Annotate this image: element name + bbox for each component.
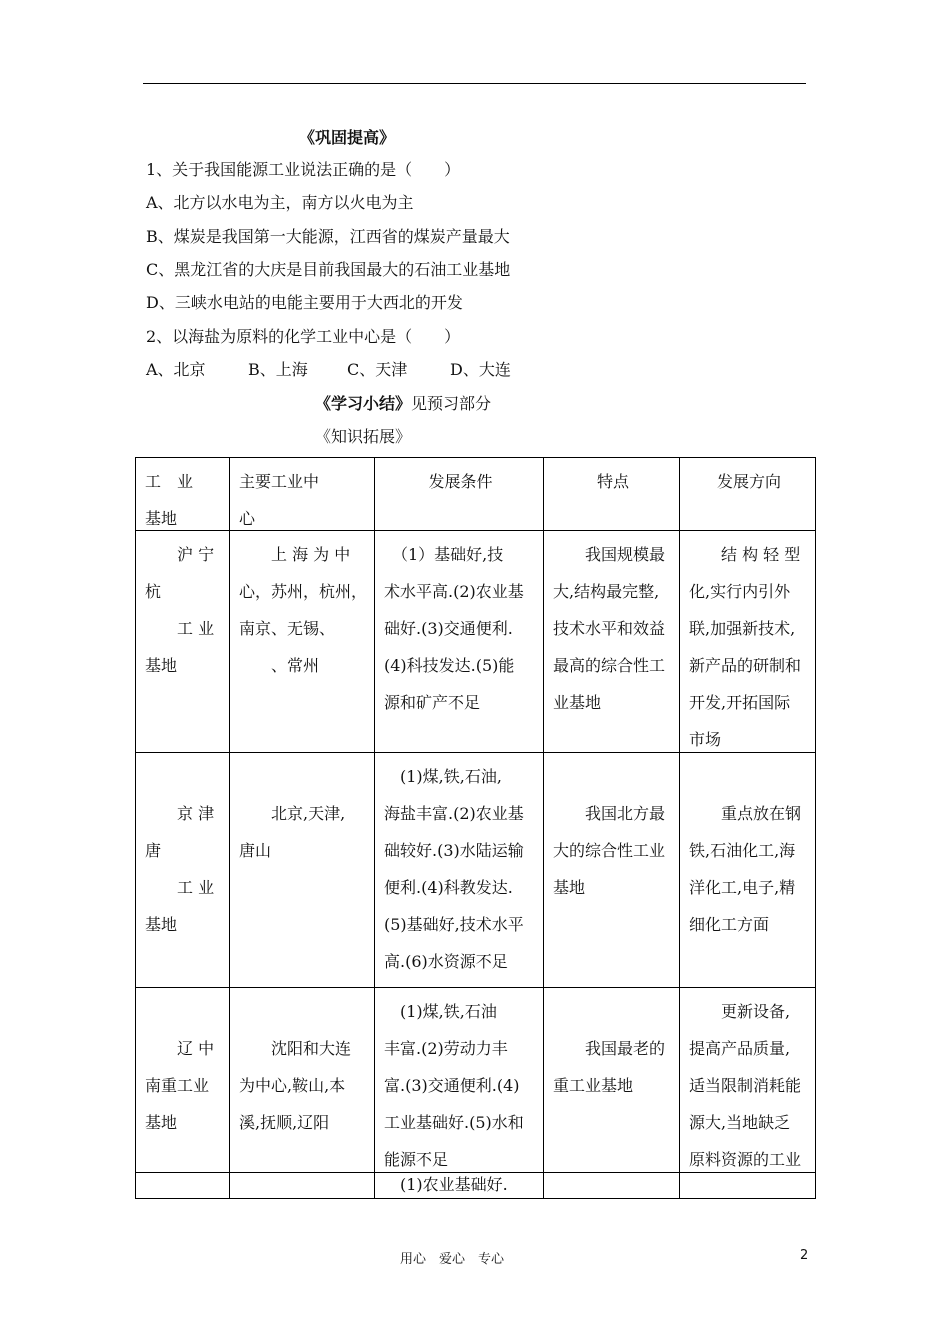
- table-cell: 沪 宁 杭 工 业 基地: [136, 531, 230, 753]
- table-cell: 上 海 为 中 心，苏州，杭州， 南京、无锡、 、常州: [230, 531, 375, 753]
- table-header-cell: 发展条件: [375, 458, 544, 531]
- question-2-stem: 2、以海盐为原料的化学工业中心是（ ）: [146, 327, 461, 346]
- question-1-option-c: C、黑龙江省的大庆是目前我国最大的石油工业基地: [146, 260, 511, 279]
- question-2-option-b: B、上海: [248, 360, 308, 379]
- question-2-option-a: A、北京: [146, 360, 206, 379]
- table-cell: (1)农业基础好.: [375, 1173, 544, 1199]
- table-cell: （1）基础好,技 术水平高.(2)农业基 础好.(3)交通便利. (4)科技发达.(5)能 源和矿产不足: [375, 531, 544, 753]
- table-header-cell: 主要工业中 心: [230, 458, 375, 531]
- footer-motto: 用心 爱心 专心: [400, 1252, 505, 1267]
- question-1-option-d: D、三峡水电站的电能主要用于大西北的开发: [146, 293, 463, 312]
- table-row: [136, 1173, 816, 1199]
- question-1-option-b: B、煤炭是我国第一大能源，江西省的煤炭产量最大: [146, 227, 510, 246]
- table-cell: 我国规模最 大,结构最完整, 技术水平和效益 最高的综合性工 业基地: [544, 531, 680, 753]
- question-2-option-d: D、大连: [450, 360, 511, 379]
- table-cell: 我国北方最 大的综合性工业 基地: [544, 753, 680, 988]
- summary-text: 见预习部分: [411, 394, 492, 413]
- table-cell: 更新设备, 提高产品质量, 适当限制消耗能 源大,当地缺乏 原料资源的工业: [680, 988, 816, 1173]
- table-cell: [136, 1173, 230, 1199]
- table-header-cell: 特点: [544, 458, 680, 531]
- extension-title: 《知识拓展》: [315, 427, 412, 446]
- question-1-option-a: A、北方以水电为主，南方以火电为主: [146, 193, 414, 212]
- table-cell: 北京,天津, 唐山: [230, 753, 375, 988]
- summary-line: [315, 394, 491, 414]
- table-cell: (1)煤,铁,石油, 海盐丰富.(2)农业基 础较好.(3)水陆运输 便利.(4)科教发达. (5)基础好,技术水平 高.(6)水资源不足: [375, 753, 544, 988]
- table-row: [136, 753, 816, 988]
- table-cell: 京 津 唐 工 业 基地: [136, 753, 230, 988]
- table-header-cell: 发展方向: [680, 458, 816, 531]
- table-header-cell: 工 业 基地: [136, 458, 230, 531]
- header-rule: [143, 83, 806, 84]
- table-cell: 我国最老的 重工业基地: [544, 988, 680, 1173]
- section-title: 《巩固提高》: [299, 128, 396, 147]
- table-cell: 辽 中 南重工业 基地: [136, 988, 230, 1173]
- question-2-option-c: C、天津: [347, 360, 408, 379]
- table-cell: [544, 1173, 680, 1199]
- table-cell: [680, 1173, 816, 1199]
- table-cell: [230, 1173, 375, 1199]
- page-number: 2: [800, 1248, 809, 1263]
- table-row: [136, 531, 816, 753]
- table-cell: (1)煤,铁,石油 丰富.(2)劳动力丰 富.(3)交通便利.(4) 工业基础好.(5)水和 能源不足: [375, 988, 544, 1173]
- table-cell: 沈阳和大连 为中心,鞍山,本 溪,抚顺,辽阳: [230, 988, 375, 1173]
- table-cell: 重点放在钢 铁,石油化工,海 洋化工,电子,精 细化工方面: [680, 753, 816, 988]
- table-cell: 结 构 轻 型 化,实行内引外 联,加强新技术, 新产品的研制和 开发,开拓国际 市场: [680, 531, 816, 753]
- industrial-bases-table: [135, 457, 816, 1199]
- question-1-stem: 1、关于我国能源工业说法正确的是（ ）: [146, 160, 461, 179]
- summary-title: 《学习小结》: [315, 394, 412, 413]
- table-header-row: [136, 458, 816, 531]
- table-row: [136, 988, 816, 1173]
